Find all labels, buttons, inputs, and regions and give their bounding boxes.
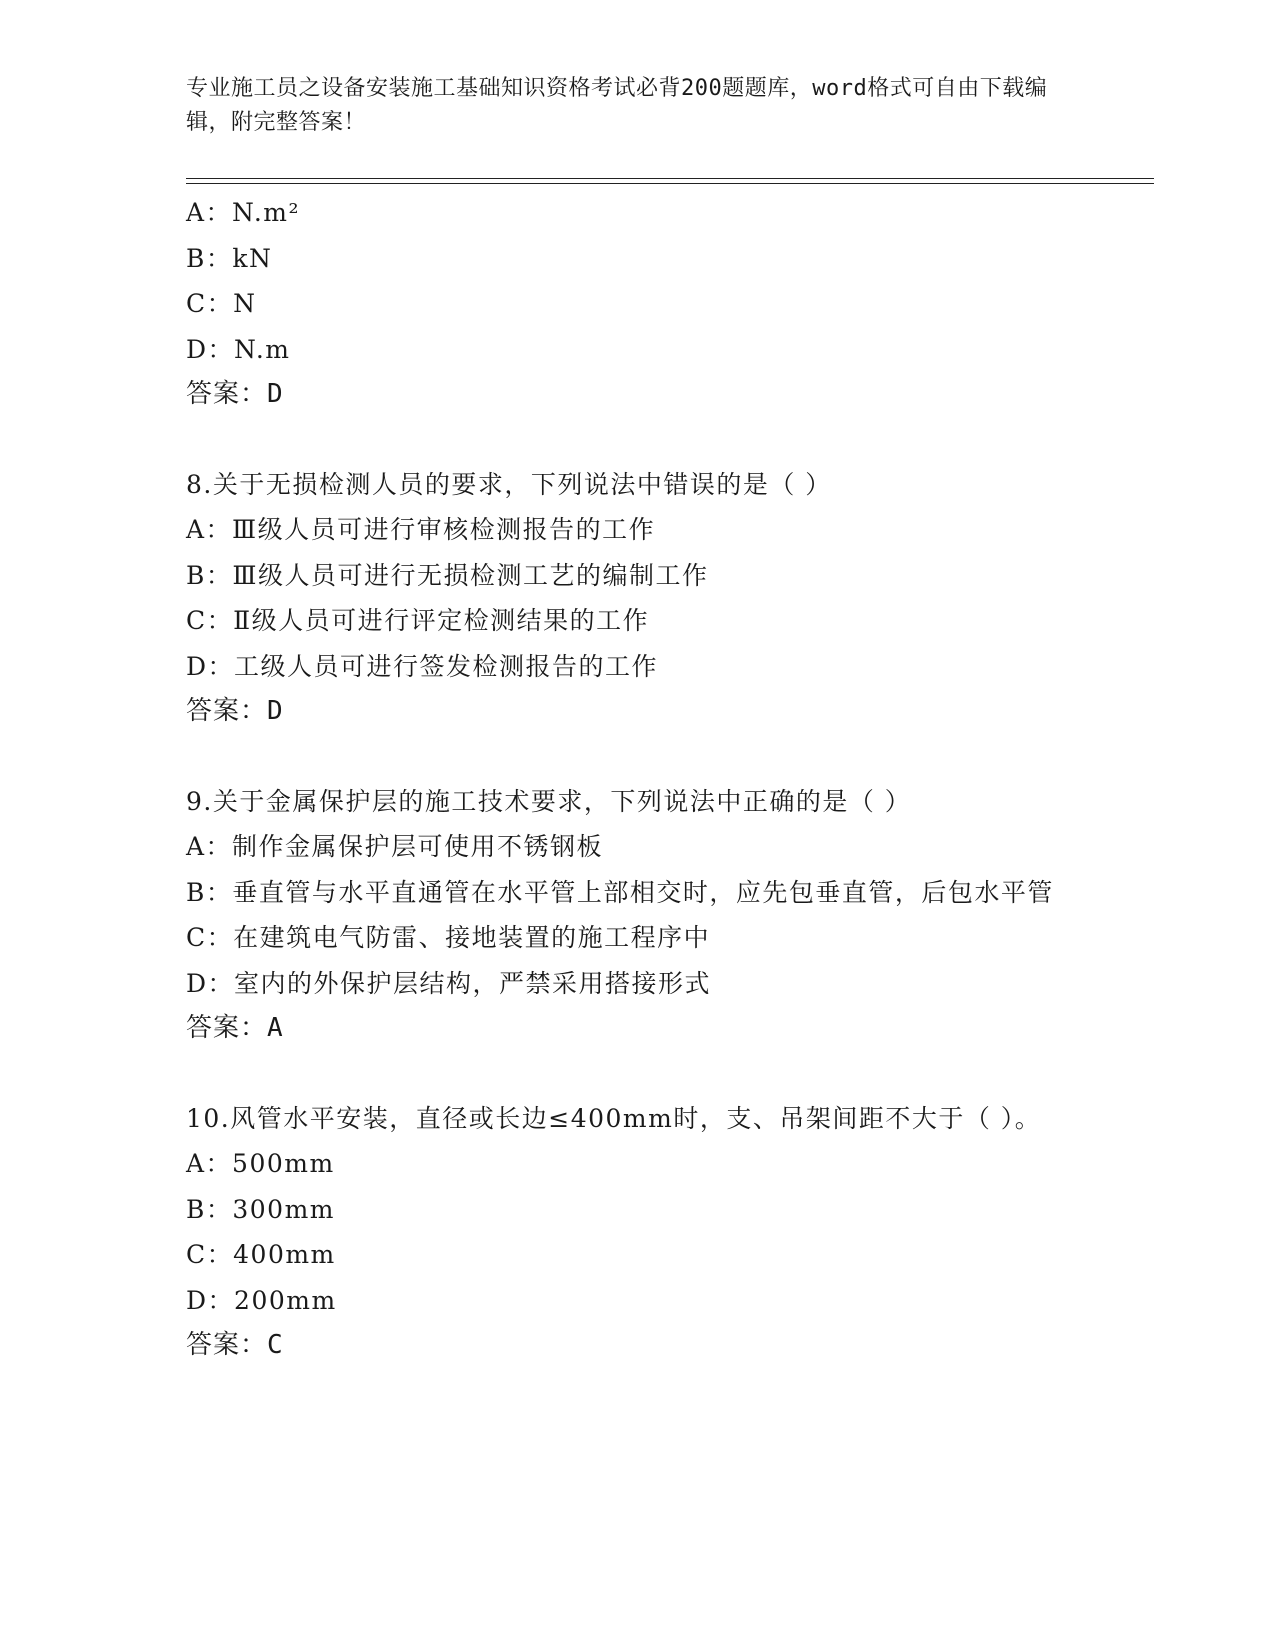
answer: 答案：D bbox=[186, 379, 284, 409]
document-header: 专业施工员之设备安装施工基础知识资格考试必背200题题库，word格式可自由下载编辑，附完整答案！ bbox=[186, 76, 1048, 135]
answer: 答案：C bbox=[186, 1330, 284, 1360]
option-b: B：垂直管与水平直通管在水平管上部相交时，应先包垂直管，后包水平管 bbox=[186, 877, 1054, 907]
question-7-tail bbox=[186, 190, 1086, 418]
option-c: C：N bbox=[186, 289, 257, 318]
question-stem: 9.关于金属保护层的施工技术要求，下列说法中正确的是（ ） bbox=[186, 786, 912, 816]
option-a: A：500mm bbox=[186, 1149, 335, 1178]
option-d: D：室内的外保护层结构，严禁采用搭接形式 bbox=[186, 968, 712, 998]
option-a: A：N.m² bbox=[186, 198, 301, 227]
spacer bbox=[186, 1052, 1086, 1096]
spacer bbox=[186, 418, 1086, 462]
spacer bbox=[186, 735, 1086, 779]
option-c: C：在建筑电气防雷、接地装置的施工程序中 bbox=[186, 923, 711, 952]
option-d: D：工级人员可进行签发检测报告的工作 bbox=[186, 651, 659, 681]
question-8 bbox=[186, 462, 1086, 735]
option-d: D：N.m bbox=[186, 334, 291, 364]
question-stem: 10.风管水平安装，直径或长边≤400mm时，支、吊架间距不大于（ ）。 bbox=[186, 1103, 1042, 1133]
option-a: A：Ⅲ级人员可进行审核检测报告的工作 bbox=[186, 515, 656, 544]
option-d: D：200mm bbox=[186, 1285, 337, 1315]
answer: 答案：A bbox=[186, 1013, 284, 1043]
option-b: B：300mm bbox=[186, 1194, 336, 1224]
question-stem: 8.关于无损检测人员的要求，下列说法中错误的是（ ） bbox=[186, 469, 832, 499]
question-10 bbox=[186, 1096, 1086, 1369]
question-list bbox=[186, 190, 1086, 1369]
option-b: B：Ⅲ级人员可进行无损检测工艺的编制工作 bbox=[186, 560, 709, 590]
header-rule-top bbox=[186, 178, 1154, 179]
question-9 bbox=[186, 779, 1086, 1052]
option-c: C：Ⅱ级人员可进行评定检测结果的工作 bbox=[186, 606, 650, 635]
answer: 答案：D bbox=[186, 696, 284, 726]
option-c: C：400mm bbox=[186, 1240, 336, 1269]
header-rule-bottom bbox=[186, 183, 1154, 184]
option-b: B：kN bbox=[186, 243, 273, 273]
option-a: A：制作金属保护层可使用不锈钢板 bbox=[186, 832, 604, 861]
